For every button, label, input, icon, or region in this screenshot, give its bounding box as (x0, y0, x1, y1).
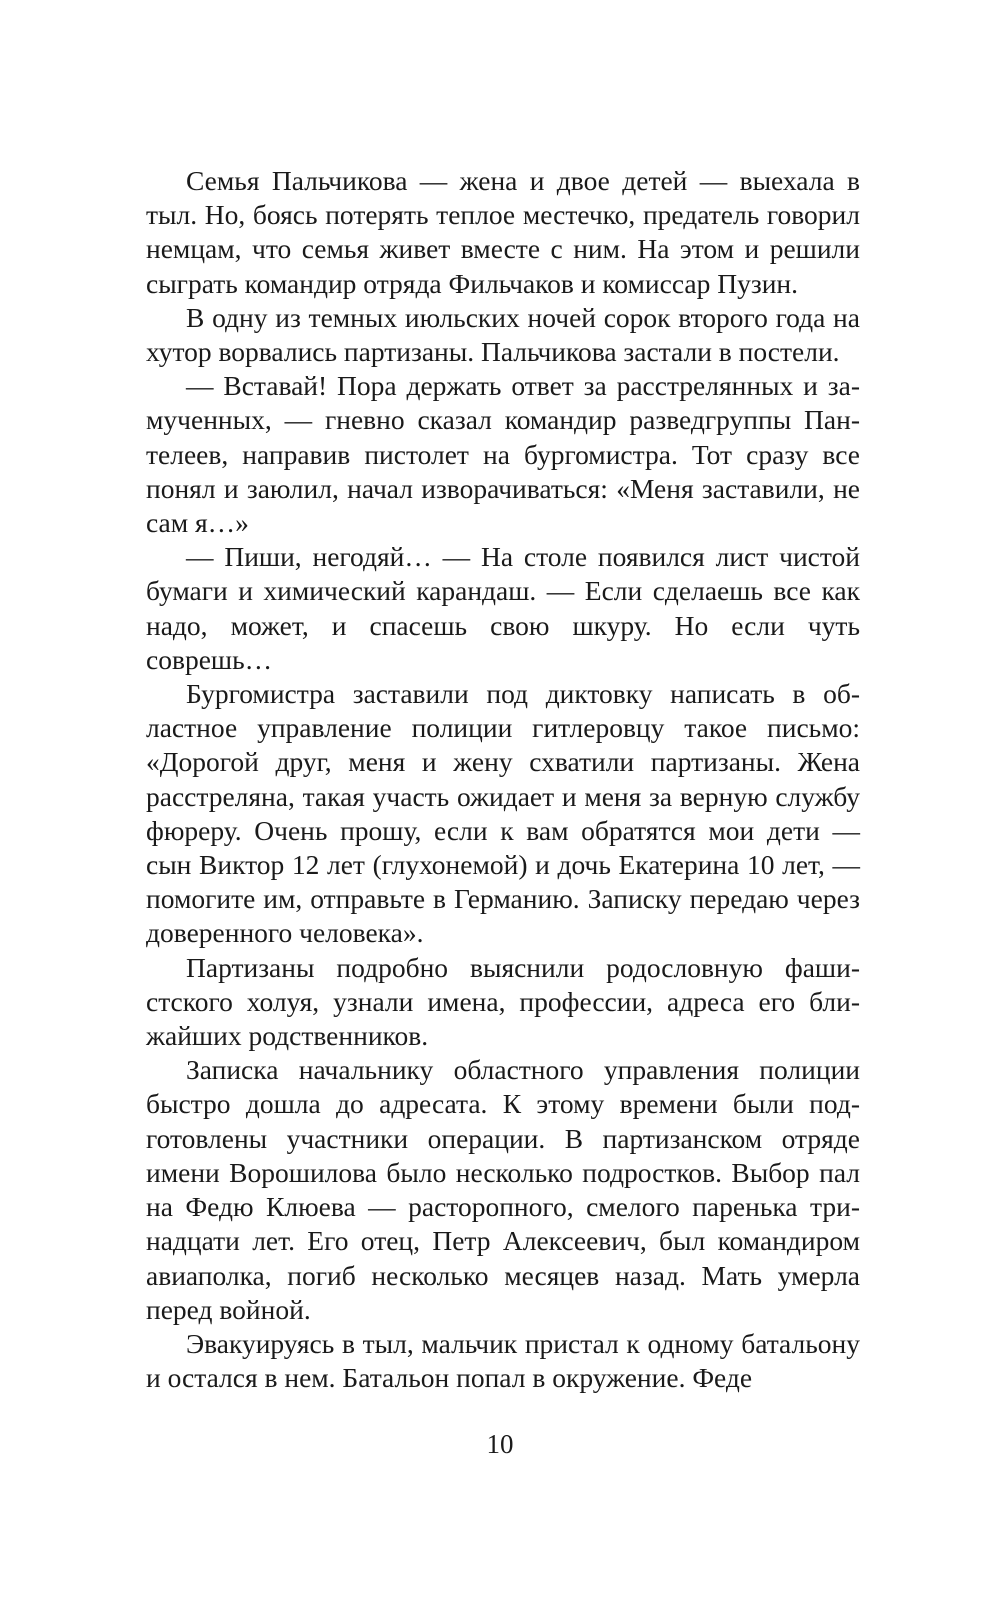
paragraph: — Пиши, негодяй… — На столе появился лист чистой бумаги и химический карандаш. — Если сделаешь все как надо, может, и спасешь свою шкуру. Но если чуть соврешь… (146, 541, 860, 675)
paragraph: Бургомистра заставили под диктовку написать в областное управление полиции гитлеровцу такое письмо: «Дорогой друг, меня и жену схватили партизаны. Жена расстреляна, такая участь ожидает и меня за верную службу фюреру. Очень прошу, если к вам обратятся мои дети — сын Виктор 12 лет (глухонемой) и дочь Екатерина 10 лет, — помогите им, отправьте в Германию. Записку передаю через доверенного человека». (146, 678, 860, 949)
paragraph: Семья Пальчикова — жена и двое детей — выехала в тыл. Но, боясь потерять теплое местечко, предатель говорил немцам, что семья живет вместе с ним. На этом и решили сыграть командир отряда Фильчаков и комиссар Пузин. (146, 165, 860, 299)
paragraph: — Вставай! Пора держать ответ за расстрелянных и замученных, — гневно сказал командир разведгруппы Пантелеев, направив пистолет на бургомистра. Тот сразу все понял и заюлил, начал изворачиваться: «Меня заставили, не сам я…» (146, 370, 860, 539)
paragraph: Записка начальнику областного управления полиции быстро дошла до адресата. К этому времени были подготовлены участники операции. В партизанском отряде имени Ворошилова было несколько подростков. Выбор пал на Федю Клюева — расторопного, смелого паренька тринадцати лет. Его отец, Петр Алексеевич, был командиром авиаполка, погиб несколько месяцев назад. Мать умерла перед войной. (146, 1054, 860, 1325)
paragraph: Эвакуируясь в тыл, мальчик пристал к одному батальону и остался в нем. Батальон попал в окружение. Феде (146, 1327, 860, 1394)
paragraph: В одну из темных июльских ночей сорок второго года на хутор ворвались партизаны. Пальчикова застали в постели. (146, 301, 860, 368)
paragraph: Партизаны подробно выяснили родословную фашистского холуя, узнали имена, профессии, адреса его ближайших родственников. (146, 951, 860, 1052)
body-text (146, 164, 860, 1395)
page-number: 10 (486, 1429, 514, 1459)
